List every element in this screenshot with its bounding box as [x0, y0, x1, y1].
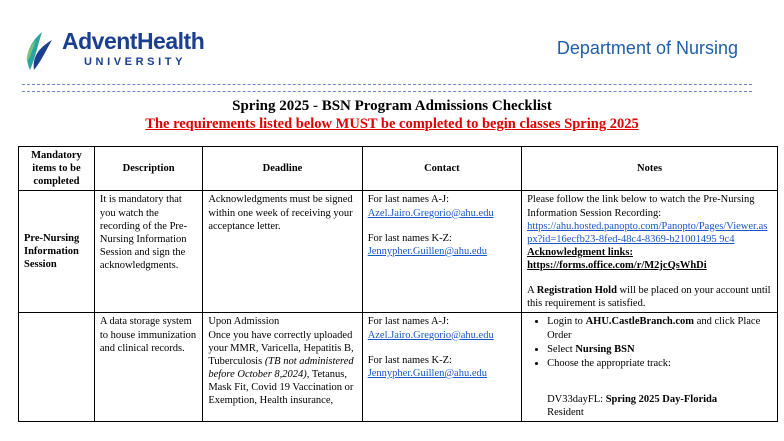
item-cell — [19, 313, 95, 422]
registration-hold-note: A Registration Hold will be placed on your account until this requirement is satisfied. — [527, 285, 771, 310]
notes-cell — [522, 313, 778, 422]
description-cell: A data storage system to house immunization and clinical records. — [94, 313, 202, 422]
list-item: • Login to AHU.CastleBranch.com and click Place Order — [547, 315, 772, 341]
item-cell: Pre-Nursing Information Session — [19, 191, 95, 313]
instruction-list — [527, 315, 772, 370]
info-session-link[interactable]: https://ahu.hosted.panopto.com/Panopto/Pages/Viewer.aspx?id=16ecfb23-8fed-48c4-8369-b21001495 9c4 — [527, 220, 768, 245]
contact-email-link-b[interactable]: Jennypher.Guillen@ahu.edu — [367, 367, 487, 379]
header-description: Description — [94, 147, 202, 191]
table-header-row — [19, 147, 778, 191]
description-cell: It is mandatory that you watch the recording of the Pre-Nursing Information Session and sign the acknowledgments. — [94, 191, 202, 313]
table-row — [19, 313, 778, 422]
logo-subtitle: UNIVERSITY — [84, 56, 187, 68]
contact-label-b: For last names K-Z: — [367, 354, 452, 366]
document-title: Spring 2025 - BSN Program Admissions Checklist — [232, 98, 552, 114]
header-deadline: Deadline — [203, 147, 362, 191]
deadline-cell: Upon Admission Once you have correctly uploaded your MMR, Varicella, Hepatitis B, Tuberculosis (TB not administered before October 8,2024), Tetanus, Mask Fit, Covid 19 Vaccination or Exemption, Health insurance, — [203, 313, 362, 422]
notes-cell — [522, 191, 778, 313]
list-item: • Select Nursing BSN — [547, 343, 772, 356]
acknowledgment-link[interactable]: https://forms.office.com/r/M2jcQsWhDi — [527, 260, 707, 271]
header-mandatory-items: Mandatory items to be completed — [19, 147, 95, 191]
track-option: DV33dayFL: Spring 2025 Day-Florida Resident — [547, 393, 718, 418]
acknowledgment-title: Acknowledgment links: — [527, 246, 633, 258]
header-contact: Contact — [362, 147, 521, 191]
contact-label-a: For last names A-J: — [367, 194, 450, 206]
university-logo — [22, 26, 222, 76]
document-subtitle: The requirements listed below MUST be completed to begin classes Spring 2025 — [145, 116, 639, 132]
logo-wordmark: AdventHealth — [62, 28, 205, 54]
contact-label-b: For last names K-Z: — [367, 232, 452, 244]
header-divider — [22, 84, 752, 92]
contact-label-a: For last names A-J: — [367, 316, 450, 328]
notes-intro: Please follow the link below to watch the Pre-Nursing Information Session Recording: — [527, 194, 755, 219]
contact-email-link-a[interactable]: Azel.Jairo.Gregorio@ahu.edu — [367, 329, 494, 341]
header-notes: Notes — [522, 147, 778, 191]
contact-cell — [362, 313, 521, 422]
contact-cell — [362, 191, 521, 313]
leaf-logo-icon — [22, 28, 56, 72]
contact-email-link-b[interactable]: Jennypher.Guillen@ahu.edu — [367, 245, 487, 257]
contact-email-link-a[interactable]: Azel.Jairo.Gregorio@ahu.edu — [367, 207, 494, 219]
list-item: • Choose the appropriate track: — [547, 357, 772, 370]
checklist-table — [18, 146, 778, 422]
table-row — [19, 191, 778, 313]
department-title: Department of Nursing — [556, 38, 738, 58]
deadline-cell: Acknowledgments must be signed within one week of receiving your acceptance letter. — [203, 191, 362, 313]
